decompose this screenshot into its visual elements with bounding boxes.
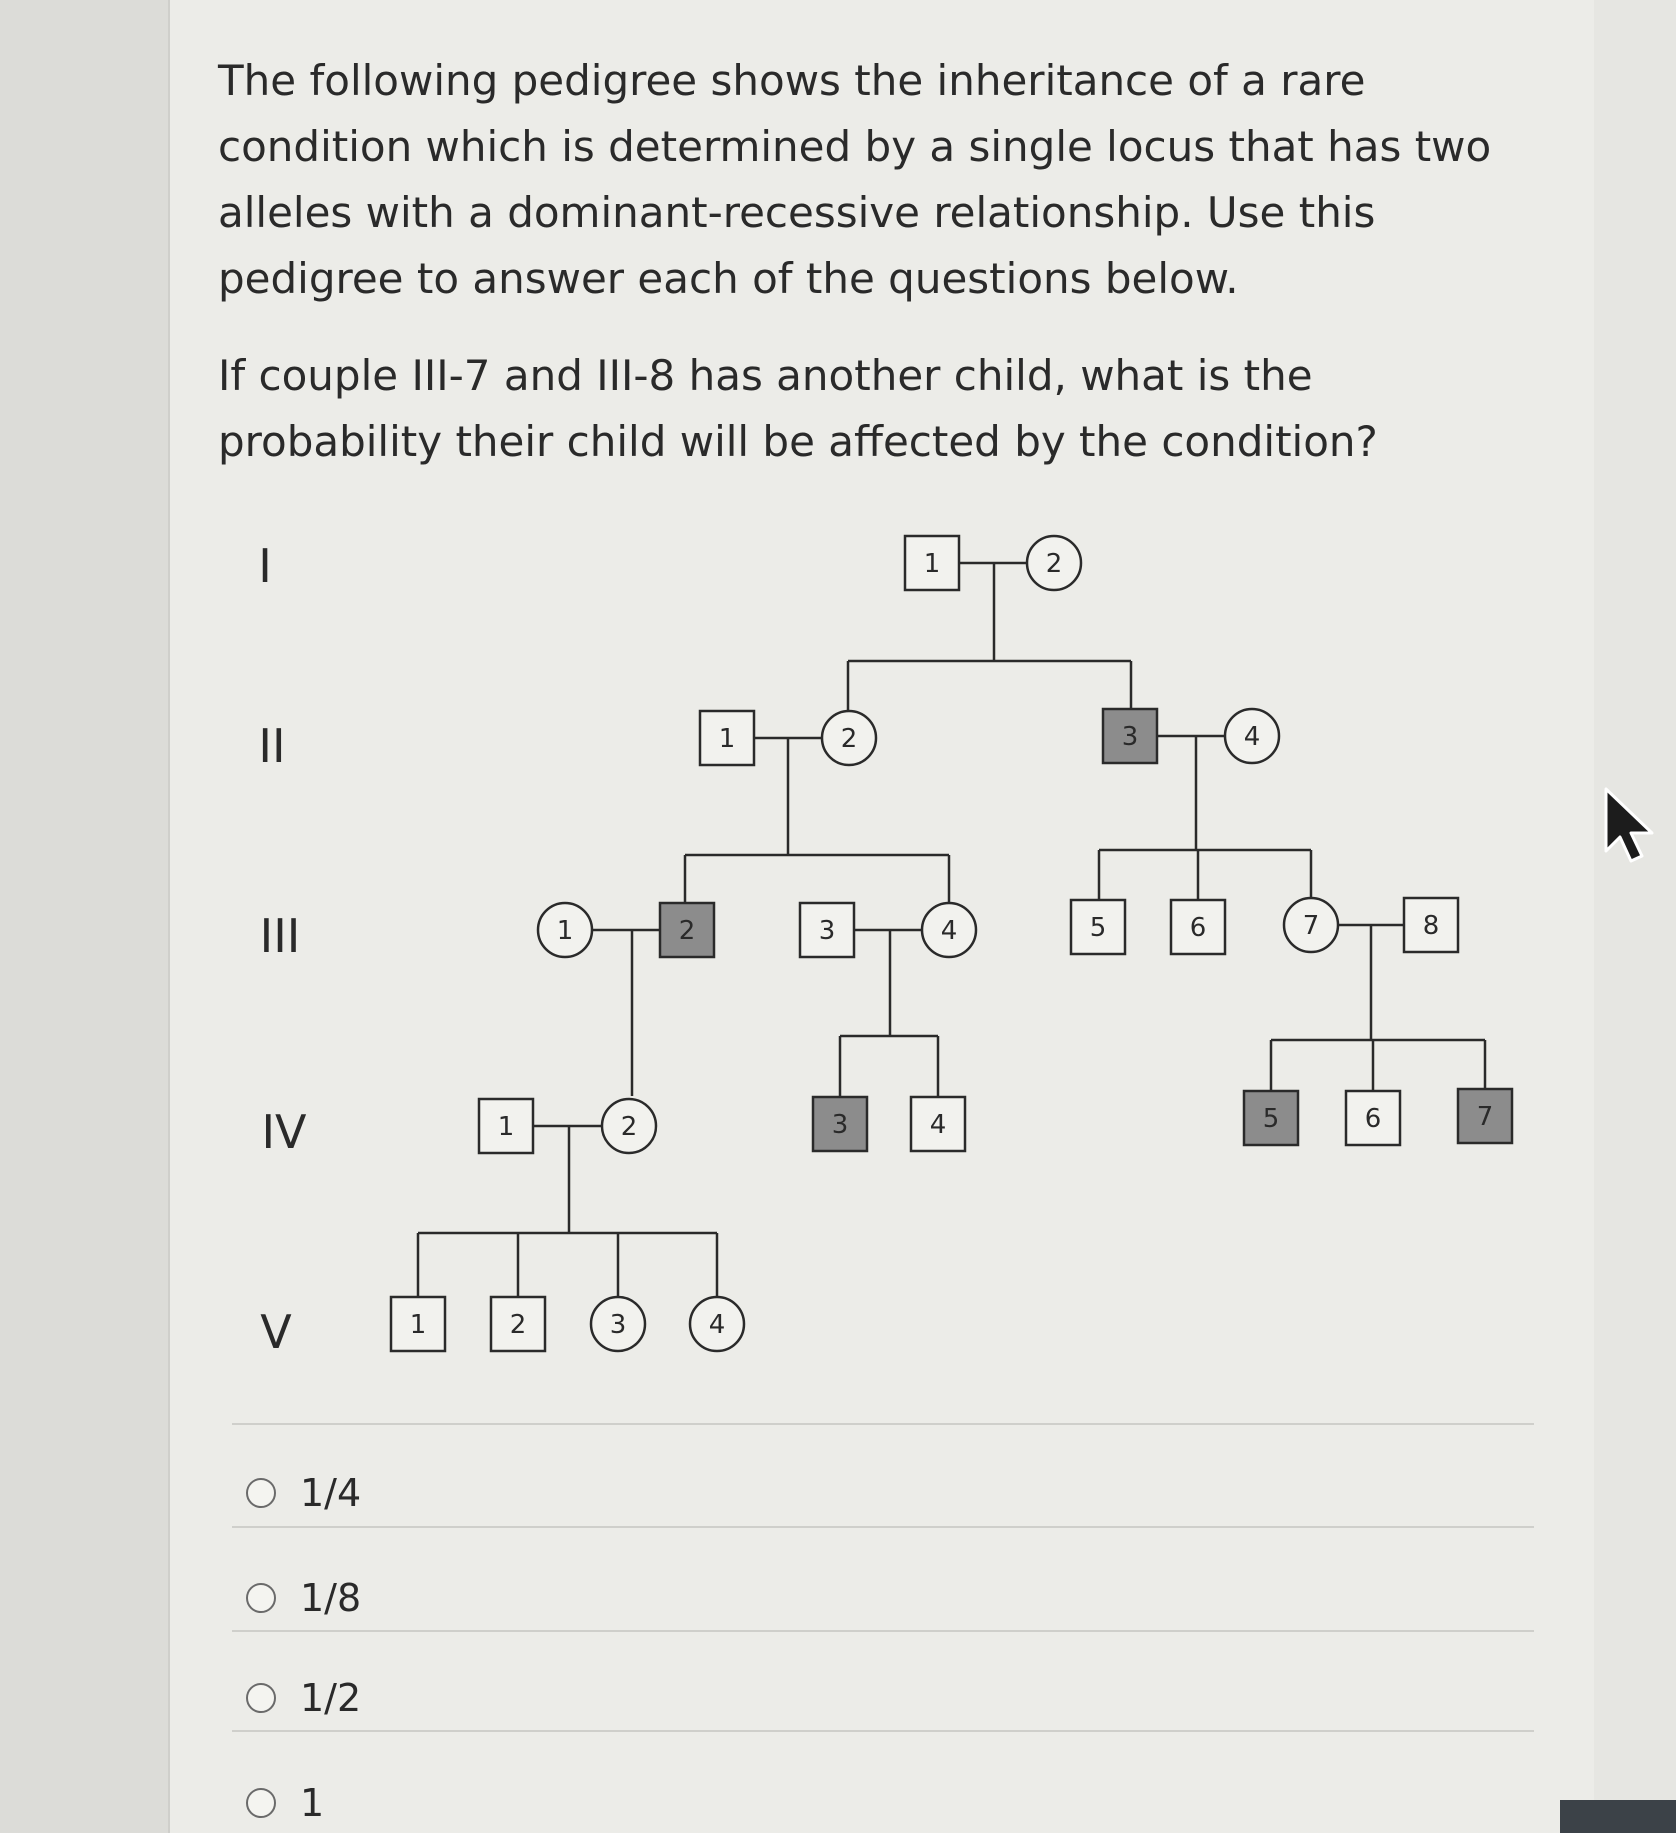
generation-label: III bbox=[259, 909, 301, 963]
individual-number: 4 bbox=[940, 916, 958, 946]
individual-number: 3 bbox=[1121, 722, 1139, 752]
option-1-4[interactable] bbox=[246, 1468, 361, 1518]
individual-number: 2 bbox=[620, 1112, 638, 1142]
individual-number: 2 bbox=[678, 916, 696, 946]
individual-number: 1 bbox=[923, 549, 941, 579]
individual-iii-2 bbox=[660, 903, 714, 957]
option-divider bbox=[232, 1730, 1534, 1732]
individual-number: 4 bbox=[708, 1310, 726, 1340]
individual-ii-1 bbox=[700, 711, 754, 765]
mouse-cursor-icon bbox=[1600, 785, 1660, 865]
individual-number: 6 bbox=[1189, 913, 1207, 943]
individual-number: 3 bbox=[609, 1310, 627, 1340]
individual-number: 3 bbox=[831, 1110, 849, 1140]
individual-number: 5 bbox=[1262, 1104, 1280, 1134]
option-divider bbox=[232, 1526, 1534, 1528]
individual-ii-2 bbox=[822, 711, 876, 765]
individual-iii-3 bbox=[800, 903, 854, 957]
individual-number: 1 bbox=[556, 916, 574, 946]
option-label: 1 bbox=[300, 1781, 325, 1825]
individual-number: 5 bbox=[1089, 913, 1107, 943]
option-label: 1/8 bbox=[300, 1576, 362, 1620]
individual-number: 1 bbox=[718, 724, 736, 754]
taskbar-strip bbox=[1560, 1800, 1676, 1833]
individual-iii-7 bbox=[1284, 898, 1338, 952]
individual-iii-1 bbox=[538, 903, 592, 957]
option-1[interactable] bbox=[246, 1778, 324, 1828]
individual-iii-5 bbox=[1071, 900, 1125, 954]
individual-iv-1 bbox=[479, 1099, 533, 1153]
individual-v-3 bbox=[591, 1297, 645, 1351]
radio-button[interactable] bbox=[246, 1788, 276, 1818]
individual-v-4 bbox=[690, 1297, 744, 1351]
individual-iv-2 bbox=[602, 1099, 656, 1153]
individual-iii-6 bbox=[1171, 900, 1225, 954]
question-intro: The following pedigree shows the inheritance of a rare condition which is determined by a single locus that has two alleles with a dominant-recessive relationship. Use this pedigree to answer each of the questions below. bbox=[218, 56, 1492, 303]
individual-number: 7 bbox=[1302, 911, 1320, 941]
individual-number: 1 bbox=[409, 1310, 427, 1340]
individual-number: 2 bbox=[840, 724, 858, 754]
radio-button[interactable] bbox=[246, 1478, 276, 1508]
generation-label: V bbox=[260, 1305, 292, 1359]
radio-button[interactable] bbox=[246, 1583, 276, 1613]
individual-number: 1 bbox=[497, 1112, 515, 1142]
question-prompt: If couple III-7 and III-8 has another child, what is the probability their child will be affected by the condition? bbox=[218, 351, 1378, 466]
individual-number: 2 bbox=[1045, 549, 1063, 579]
individual-v-1 bbox=[391, 1297, 445, 1351]
individual-number: 4 bbox=[1243, 722, 1261, 752]
radio-button[interactable] bbox=[246, 1683, 276, 1713]
individual-iii-4 bbox=[922, 903, 976, 957]
generation-label: I bbox=[258, 539, 272, 593]
individual-number: 7 bbox=[1476, 1102, 1494, 1132]
option-divider bbox=[232, 1423, 1534, 1425]
option-divider bbox=[232, 1630, 1534, 1632]
individual-ii-3 bbox=[1103, 709, 1157, 763]
option-label: 1/2 bbox=[300, 1676, 362, 1720]
individual-iv-5 bbox=[1244, 1091, 1298, 1145]
individual-number: 2 bbox=[509, 1310, 527, 1340]
generation-label: II bbox=[258, 719, 286, 773]
individual-number: 4 bbox=[929, 1110, 947, 1140]
individual-iv-4 bbox=[911, 1097, 965, 1151]
individual-iv-3 bbox=[813, 1097, 867, 1151]
option-1-2[interactable] bbox=[246, 1673, 361, 1723]
individual-number: 6 bbox=[1364, 1104, 1382, 1134]
generation-label: IV bbox=[261, 1105, 307, 1159]
individual-v-2 bbox=[491, 1297, 545, 1351]
individual-i-1 bbox=[905, 536, 959, 590]
individual-number: 3 bbox=[818, 916, 836, 946]
individual-i-2 bbox=[1027, 536, 1081, 590]
individual-number: 8 bbox=[1422, 911, 1440, 941]
individual-iii-8 bbox=[1404, 898, 1458, 952]
individual-ii-4 bbox=[1225, 709, 1279, 763]
option-label: 1/4 bbox=[300, 1471, 362, 1515]
option-1-8[interactable] bbox=[246, 1573, 361, 1623]
individual-iv-7 bbox=[1458, 1089, 1512, 1143]
individual-iv-6 bbox=[1346, 1091, 1400, 1145]
